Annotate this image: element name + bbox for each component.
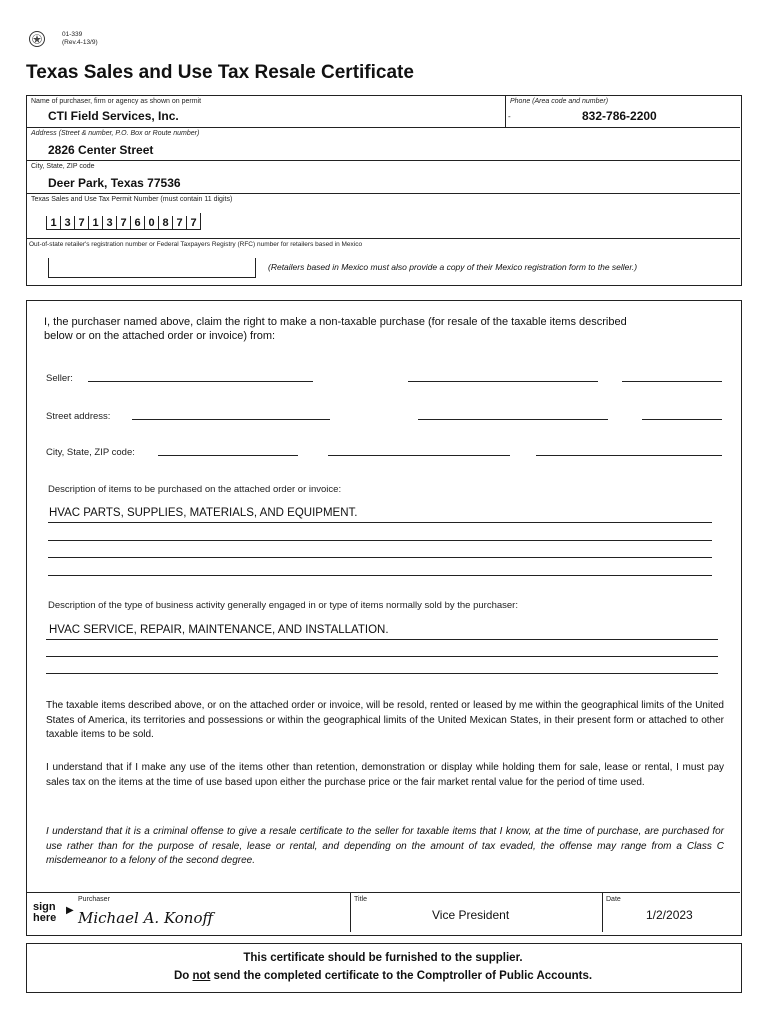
permit-digit: 3	[102, 216, 116, 230]
seller-label: Seller:	[46, 373, 73, 384]
sign-here-label	[33, 902, 56, 924]
permit-digit: 1	[46, 216, 60, 230]
items-line	[48, 575, 712, 576]
agency-seal-icon	[28, 30, 46, 53]
permit-number-boxes[interactable]	[46, 213, 201, 230]
claim-intro: I, the purchaser named above, claim the right to make a non-taxable purchase (for resale of the taxable items described below or on the attached order or invoice) from:	[44, 316, 627, 342]
permit-digit: 6	[130, 216, 144, 230]
title-value[interactable]: Vice President	[432, 908, 510, 922]
street-field[interactable]	[418, 419, 608, 420]
signature-row-top	[26, 892, 740, 893]
address-value[interactable]: 2826 Center Street	[48, 143, 154, 157]
business-line	[46, 656, 718, 657]
seller-field[interactable]	[408, 381, 598, 382]
row-divider	[26, 238, 740, 239]
phone-divider	[505, 95, 506, 127]
seller-field[interactable]	[622, 381, 722, 382]
footer-line-2-post: send the completed certificate to the Comptroller of Public Accounts.	[210, 970, 593, 982]
city-zip-field[interactable]	[158, 455, 298, 456]
use-tax-statement: I understand that if I make any use of the items other than retention, demonstration or display while holding them for sale, lease or rental, I must pay sales tax on the items at the time of use based upon either the purchase price or the fair market rental value for the period of time used.	[46, 762, 724, 788]
title-divider	[350, 892, 351, 932]
here-label: here	[33, 912, 57, 924]
city-zip-field[interactable]	[536, 455, 722, 456]
form-code: 01-339	[62, 31, 83, 38]
purchaser-name-value[interactable]: CTI Field Services, Inc.	[48, 109, 179, 123]
footer-line-2	[26, 970, 740, 982]
business-line	[46, 673, 718, 674]
items-line	[48, 540, 712, 541]
row-divider	[26, 160, 740, 161]
date-label: Date	[606, 896, 621, 903]
street-field[interactable]	[642, 419, 722, 420]
form-revision: (Rev.4-13/9)	[62, 39, 98, 46]
permit-digit: 7	[116, 216, 130, 230]
footer-line-2-pre: Do	[173, 970, 193, 982]
purchaser-signature[interactable]: Michael A. Konoff	[78, 909, 214, 927]
business-line	[46, 639, 718, 640]
permit-digit: 8	[158, 216, 172, 230]
out-of-state-label: Out-of-state retailer's registration number or Federal Taxpayers Registry (RFC) number for retailers based in Mexico	[29, 241, 363, 248]
business-value[interactable]: HVAC SERVICE, REPAIR, MAINTENANCE, AND INSTALLATION.	[49, 624, 389, 636]
arrow-icon: ▶	[66, 905, 74, 916]
date-value[interactable]: 1/2/2023	[646, 908, 693, 922]
address-label: Address (Street & number, P.O. Box or Route number)	[31, 130, 200, 137]
city-label: City, State, ZIP code	[31, 163, 95, 170]
footer-not-emphasis: not	[192, 970, 211, 982]
purchaser-label: Purchaser	[78, 896, 110, 903]
items-label: Description of items to be purchased on the attached order or invoice:	[48, 484, 342, 495]
street-label: Street address:	[46, 411, 111, 422]
city-zip-label: City, State, ZIP code:	[46, 447, 135, 458]
items-value[interactable]: HVAC PARTS, SUPPLIES, MATERIALS, AND EQUIPMENT.	[49, 507, 358, 519]
items-line	[48, 522, 712, 523]
phone-label: Phone (Area code and number)	[510, 98, 609, 105]
permit-digit: 7	[186, 216, 200, 230]
seller-field[interactable]	[88, 381, 313, 382]
city-value[interactable]: Deer Park, Texas 77536	[48, 176, 181, 190]
items-line	[48, 557, 712, 558]
business-label: Description of the type of business activity generally engaged in or type of items normally sold by the purchaser:	[48, 600, 518, 611]
street-field[interactable]	[132, 419, 330, 420]
row-divider	[26, 127, 740, 128]
purchaser-name-label: Name of purchaser, firm or agency as shown on permit	[31, 98, 202, 105]
permit-digit: 7	[74, 216, 88, 230]
date-divider	[602, 892, 603, 932]
phone-dash: -	[508, 112, 511, 121]
out-of-state-field[interactable]	[48, 258, 256, 278]
mexico-note: (Retailers based in Mexico must also provide a copy of their Mexico registration form to the seller.)	[268, 262, 638, 272]
title-label: Title	[354, 896, 367, 903]
permit-digit: 1	[88, 216, 102, 230]
row-divider	[26, 193, 740, 194]
permit-digit: 0	[144, 216, 158, 230]
footer-notice-box	[26, 943, 742, 993]
permit-digit: 3	[60, 216, 74, 230]
criminal-offense-statement: I understand that it is a criminal offense to give a resale certificate to the seller for taxable items that I know, at the time of purchase, are purchased for use rather than for the purpose of resale, lease or rental, and depending on the amount of tax evaded, the offense may range from a Class C misdemeanor to a felony of the second degree.	[46, 826, 724, 866]
footer-line-1: This certificate should be furnished to the supplier.	[243, 952, 523, 964]
permit-label: Texas Sales and Use Tax Permit Number (must contain 11 digits)	[31, 196, 233, 203]
page-title: Texas Sales and Use Tax Resale Certificate	[26, 62, 414, 83]
resale-statement: The taxable items described above, or on the attached order or invoice, will be resold, rented or leased by me within the geographical limits of the United States of America, its territories and possessions or within the geographical limits of the United Mexican States, in their present form or attached to other taxable items to be sold.	[46, 700, 724, 740]
phone-value[interactable]: 832-786-2200	[582, 109, 657, 123]
city-zip-field[interactable]	[328, 455, 510, 456]
permit-digit: 7	[172, 216, 186, 230]
sign-label: sign	[33, 901, 56, 913]
